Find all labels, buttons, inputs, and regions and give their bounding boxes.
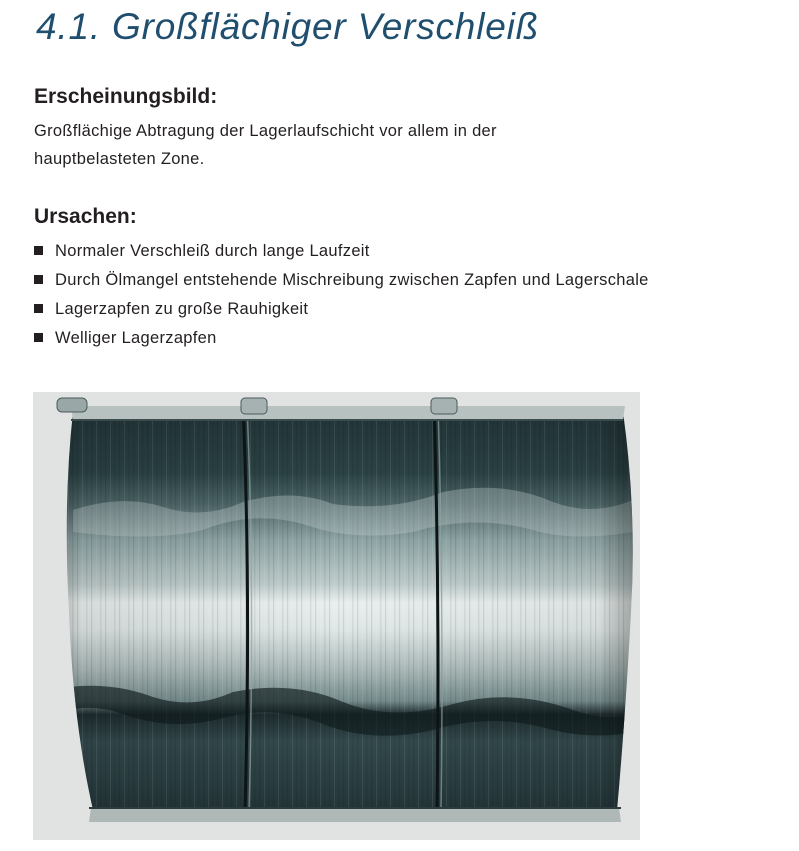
square-bullet-icon: [34, 304, 43, 313]
causes-list: [34, 236, 649, 352]
square-bullet-icon: [34, 275, 43, 284]
cause-text: Welliger Lagerzapfen: [55, 328, 217, 347]
cause-item: [34, 323, 649, 352]
cause-item: [34, 265, 649, 294]
cause-item: [34, 294, 649, 323]
symptom-description: [34, 117, 497, 173]
symptom-heading: Erscheinungsbild:: [34, 85, 218, 108]
square-bullet-icon: [34, 333, 43, 342]
causes-heading: Ursachen:: [34, 205, 137, 228]
cause-text: Lagerzapfen zu große Rauhigkeit: [55, 299, 309, 318]
symptom-line-2: hauptbelasteten Zone.: [34, 150, 205, 168]
cause-text: Normaler Verschleiß durch lange Laufzeit: [55, 241, 370, 260]
square-bullet-icon: [34, 246, 43, 255]
cause-item: [34, 236, 649, 265]
cause-text: Durch Ölmangel entstehende Mischreibung zwischen Zapfen und Lagerschale: [55, 270, 649, 289]
page-title: 4.1. Großflächiger Verschleiß: [36, 6, 540, 47]
bearing-shell-wear-photo: [33, 392, 640, 840]
symptom-line-1: Großflächige Abtragung der Lagerlaufschicht vor allem in der: [34, 122, 497, 140]
